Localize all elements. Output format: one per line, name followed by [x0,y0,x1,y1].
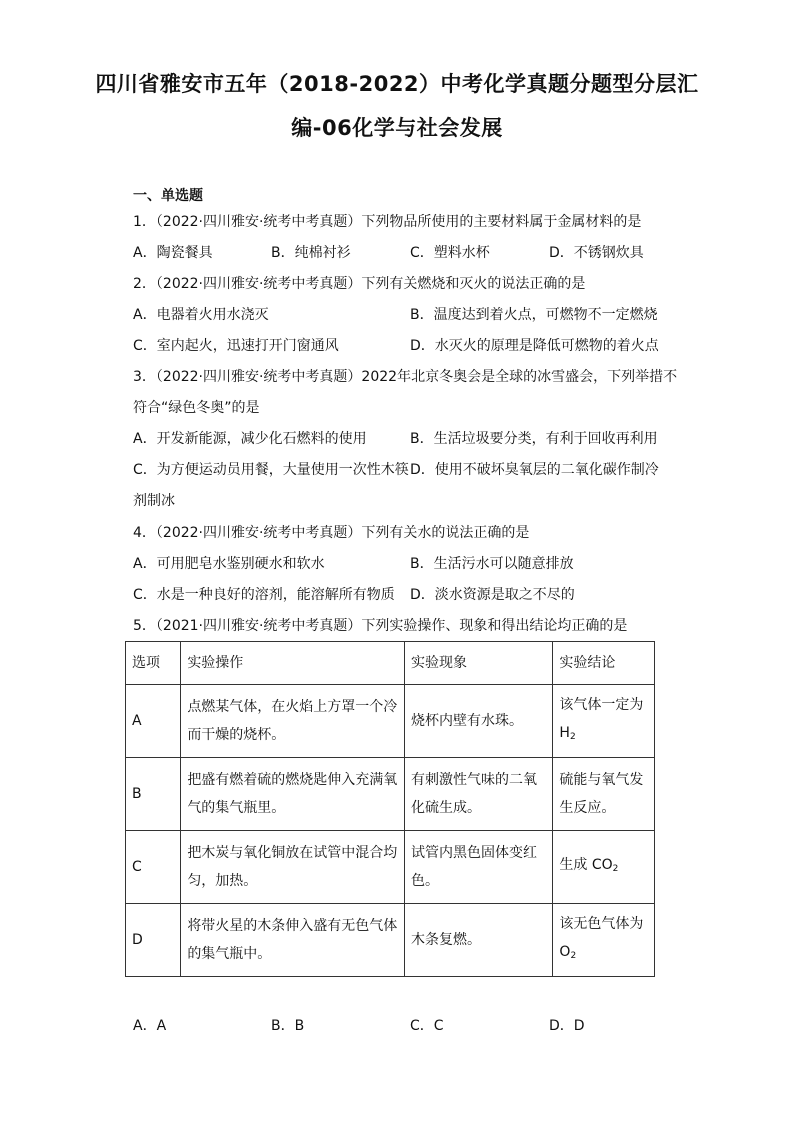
q5-option-d: D．D [549,1018,585,1034]
q4-option-c: C．水是一种良好的溶剂，能溶解所有物质 [133,587,395,603]
operation-line: 将带火星的木条伸入盛有无色气体 [187,918,398,934]
q3-option-c: C．为方便运动员用餐，大量使用一次性木筷 [133,462,409,478]
formula-subscript: 2 [612,864,619,874]
table-header-cell: 实验现象 [404,642,552,685]
conclusion-line: 生反应。 [559,800,616,816]
phenomenon-cell [404,685,552,758]
conclusion-line: 该无色气体为 [559,916,644,932]
q5-option-c: C．C [410,1018,444,1034]
phenomenon-line: 色。 [410,873,439,889]
operation-cell [181,758,405,831]
operation-line: 把木炭与氧化铜放在试管中混合均 [187,845,398,861]
operation-line: 气的集气瓶里。 [187,800,286,816]
conclusion-line: 硫能与氧气发 [559,772,644,788]
q4-option-a: A．可用肥皂水鉴别硬水和软水 [133,556,325,572]
phenomenon-line: 烧杯内壁有水珠。 [410,713,523,729]
q5-option-a: A．A [133,1018,167,1034]
formula: O [559,944,571,960]
conclusion-cell [553,831,655,904]
table-header-row [126,642,655,685]
table-row [126,831,655,904]
table-row [126,904,655,977]
q2-option-d: D．水灭火的原理是降低可燃物的着火点 [410,338,659,354]
q2-stem: 2．（2022·四川雅安·统考中考真题）下列有关燃烧和灭火的说法正确的是 [133,276,586,292]
q2-option-c: C．室内起火，迅速打开门窗通风 [133,338,339,354]
q1-stem: 1．（2022·四川雅安·统考中考真题）下列物品所使用的主要材料属于金属材料的是 [133,214,642,230]
operation-line: 把盛有燃着硫的燃烧匙伸入充满氧 [187,772,398,788]
conclusion-cell [553,904,655,977]
phenomenon-cell [404,904,552,977]
q3-stem-line1: 3．（2022·四川雅安·统考中考真题）2022年北京冬奥会是全球的冰雪盛会，下列举措不 [133,369,678,385]
q1-option-a: A．陶瓷餐具 [133,245,213,261]
table-header-cell: 实验操作 [181,642,405,685]
operation-line: 点燃某气体，在火焰上方罩一个冷 [187,699,398,715]
phenomenon-line: 木条复燃。 [410,932,481,948]
q1-option-d: D．不锈钢炊具 [549,245,644,261]
q1-option-c: C．塑料水杯 [410,245,490,261]
operation-line: 匀，加热。 [187,873,258,889]
q4-stem: 4．（2022·四川雅安·统考中考真题）下列有关水的说法正确的是 [133,525,530,541]
q4-option-b: B．生活污水可以随意排放 [410,556,574,572]
q1-option-b: B．纯棉衬衫 [271,245,351,261]
q2-option-b: B．温度达到着火点，可燃物不一定燃烧 [410,307,658,323]
option-cell: A [126,685,181,758]
conclusion-cell [553,685,655,758]
formula: H [559,725,570,741]
formula-subscript: 2 [570,951,577,961]
table-header-cell: 选项 [126,642,181,685]
phenomenon-cell [404,831,552,904]
q3-stem-line2: 符合“绿色冬奥”的是 [133,400,260,416]
section-heading: 一、单选题 [133,188,203,204]
formula-subscript: 2 [569,732,576,742]
conclusion-cell [553,758,655,831]
formula: 生成 CO [559,857,613,873]
operation-cell [181,904,405,977]
phenomenon-line: 试管内黑色固体变红 [410,845,537,861]
operation-line: 的集气瓶中。 [187,946,272,962]
q5-experiment-table [125,641,655,977]
doc-title-line1: 四川省雅安市五年（2018-2022）中考化学真题分题型分层汇 [95,72,699,96]
q2-option-a: A．电器着火用水浇灭 [133,307,269,323]
operation-line: 而干燥的烧杯。 [187,727,286,743]
q4-option-d: D．淡水资源是取之不尽的 [410,587,575,603]
q3-option-d-line1: D．使用不破坏臭氧层的二氧化碳作制冷 [410,462,659,478]
option-cell: B [126,758,181,831]
operation-cell [181,831,405,904]
doc-title-line2: 编-06化学与社会发展 [291,116,503,140]
phenomenon-line: 有刺激性气味的二氧 [410,772,537,788]
table-row [126,685,655,758]
q3-option-a: A．开发新能源，减少化石燃料的使用 [133,431,367,447]
q3-option-b: B．生活垃圾要分类，有利于回收再利用 [410,431,658,447]
option-cell: C [126,831,181,904]
q5-option-b: B．B [271,1018,305,1034]
conclusion-line: 该气体一定为 [559,697,644,713]
table-header-cell: 实验结论 [553,642,655,685]
q5-stem: 5．（2021·四川雅安·统考中考真题）下列实验操作、现象和得出结论均正确的是 [133,618,628,634]
phenomenon-line: 化硫生成。 [410,800,481,816]
phenomenon-cell [404,758,552,831]
q3-option-d-line2: 剂制冰 [133,493,175,509]
option-cell: D [126,904,181,977]
table-row [126,758,655,831]
operation-cell [181,685,405,758]
